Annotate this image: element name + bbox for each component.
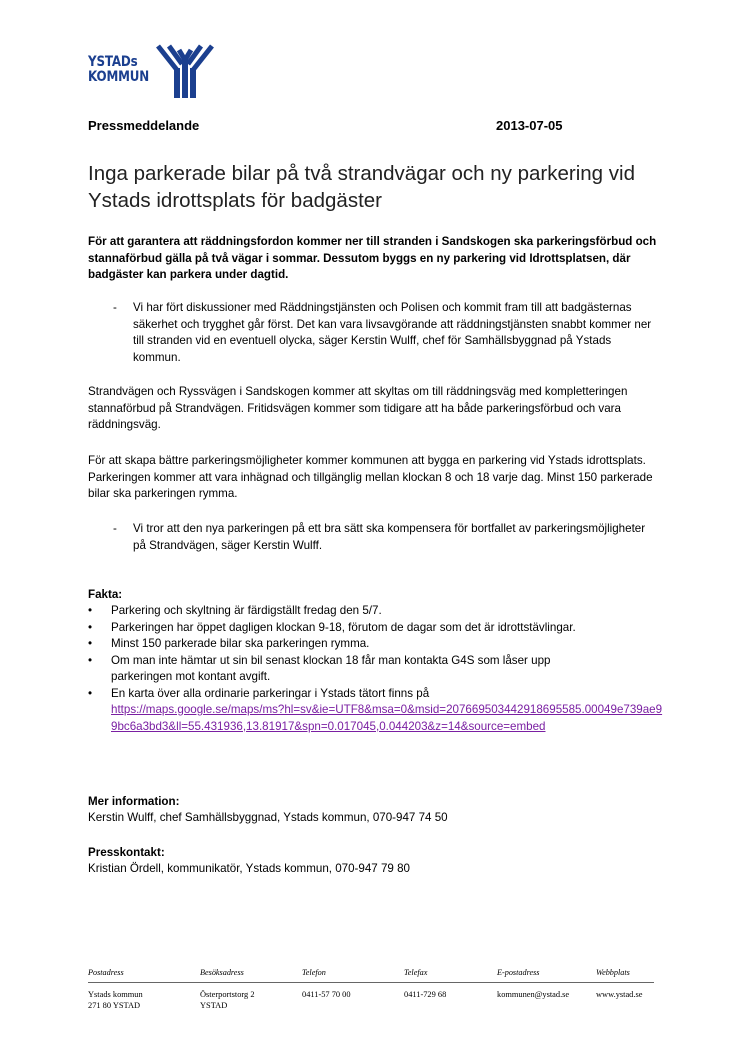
footer-telefax-label: Telefax [404,968,428,977]
footer-telefon: 0411-57 70 00 [302,990,351,999]
footer-postadress: Ystads kommun 271 80 YSTAD [88,990,143,1010]
footer-besoksadress-label: Besöksadress [200,968,244,977]
more-info-heading: Mer information: [88,795,180,808]
fakta-list [88,603,663,735]
footer-telefon-label: Telefon [302,968,326,977]
list-item: • Parkeringen har öppet dagligen klockan 9-18, förutom de dagar som det är idrottstävlingar. [88,620,576,634]
fakta-heading: Fakta: [88,588,123,601]
footer-postadress-label: Postadress [88,968,124,977]
quote-dash: - [113,301,117,314]
footer-epost-label: E-postadress [497,968,540,977]
list-item: • Om man inte hämtar ut sin bil senast klockan 18 får man kontakta G4S som låser upp parkeringen mot kontant avgift. [88,653,551,683]
logo-line-1: YSTADs [88,54,138,70]
more-info-text: Kerstin Wulff, chef Samhällsbyggnad, Ystads kommun, 070-947 74 50 [88,811,448,824]
ystad-logo [88,44,218,100]
footer-besoksadress: Österportstorg 2 YSTAD [200,990,255,1010]
footer-telefax: 0411-729 68 [404,990,447,999]
lead-paragraph: För att garantera att räddningsfordon kommer ner till stranden i Sandskogen ska parkeringsförbud och stannaförbud gälla på två vägar i sommar. Dessutom byggs en ny parkering vid Idrottsplatsen, där badgäster kan parkera under dagtid. [88,235,657,281]
map-link[interactable]: https://maps.google.se/maps/ms?hl=sv&ie=UTF8&msa=0&msid=207669503442918695585.00049e739ae99bc6a3bd3&ll=55.431936,13.81917&spn=0.017045,0.044203&z=14&source=embed [111,703,663,733]
document-date: 2013-07-05 [496,118,563,133]
logo-emblem-icon [155,44,215,100]
paragraph-1: Strandvägen och Ryssvägen i Sandskogen kommer att skyltas om till räddningsväg med kompletteringen stannaförbud på Strandvägen. Fritidsvägen kommer som tidigare att ha både parkeringsförbud och vara räddningsväg. [88,385,628,431]
press-contact-text: Kristian Ördell, kommunikatör, Ystads kommun, 070-947 79 80 [88,862,410,875]
list-item: • Minst 150 parkerade bilar ska parkeringen rymma. [88,637,370,650]
page-title: Inga parkerade bilar på två strandvägar och ny parkering vid Ystads idrottsplats för badgäster [88,162,635,212]
quote-1 [113,300,653,366]
quote-2 [113,521,653,554]
footer-email[interactable]: kommunen@ystad.se [497,990,570,999]
document-type: Pressmeddelande [88,118,200,133]
paragraph-2: För att skapa bättre parkeringsmöjligheter kommer kommunen att bygga en parkering vid Ystads idrottsplats. Parkeringen kommer att vara inhägnad och tillgänglig mellan klockan 8 och 18 varje dag. Minst 150 parkerade bilar ska parkeringen rymma. [88,454,653,500]
quote-1-text: Vi har fört diskussioner med Räddningstjänsten och Polisen och kommit fram till att badgästernas säkerhet och trygghet går först. Det kan vara livsavgörande att räddningstjänsten snabbt kommer ner till stranden vid en eventuell olycka, säger Kerstin Wulff, chef för Samhällsbyggnad på Ystads kommun. [133,301,652,364]
list-item: • Parkering och skyltning är färdigställt fredag den 5/7. [88,604,382,617]
quote-2-text: Vi tror att den nya parkeringen på ett bra sätt ska kompensera för bortfallet av parkeringsmöjligheter på Strandvägen, säger Kerstin Wulff. [133,522,646,552]
logo-line-2: KOMMUN [88,69,150,85]
quote-dash: - [113,522,117,535]
footer-website[interactable]: www.ystad.se [596,990,643,999]
press-contact-heading: Presskontakt: [88,846,165,859]
list-item: • En karta över alla ordinarie parkeringar i Ystads tätort finns på https://maps.google.se/maps/ms?hl=sv&ie=UTF8&msa=0&msid=207669503442918695585.00049e739ae99bc6a3bd3&ll=55.431936,13.81917&spn=0.017045,0.044203&z=14&source=embed [88,686,663,733]
footer-webb-label: Webbplats [596,968,630,977]
footer-divider [88,982,654,983]
